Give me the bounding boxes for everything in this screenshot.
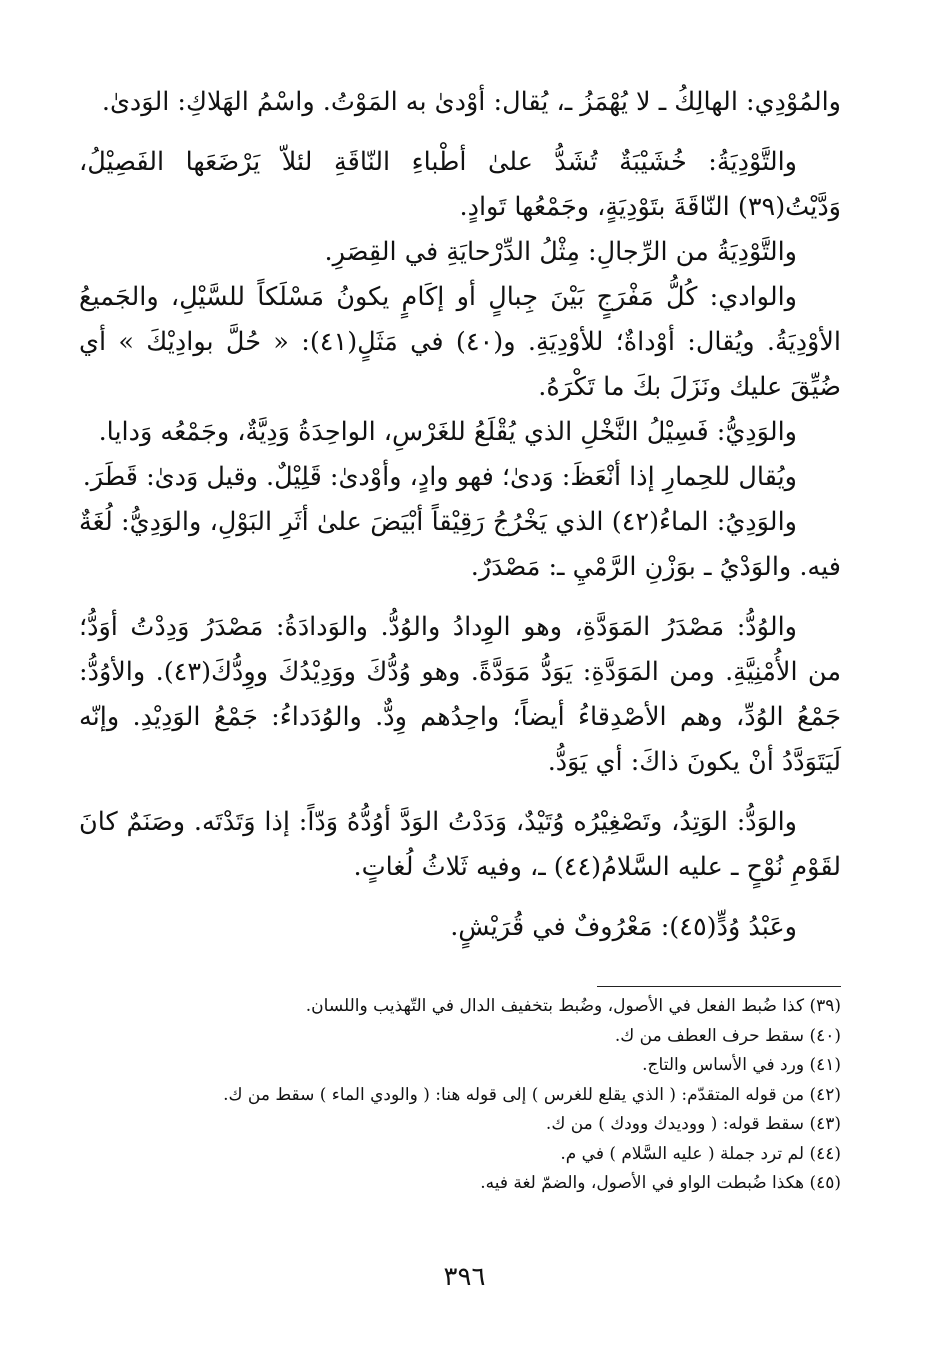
entry-alwadiy-nakhl: والوَدِيُّ: فَسِيْلُ النَّخْلِ الذي يُقْلَعُ للغَرْسِ، الواحِدَةُ وَدِيَّةٌ، وجَمْعُه وَدايا. <box>98 417 797 447</box>
entry-altawdiya: والتَّوْدِيَةُ: خُشَيْبَةٌ تُشَدُّ علىٰ أطْباءِ النّاقَةِ لئلاّ يَرْضَعَها الفَصِيْلُ، وَدَّيْتُ(٣٩) النّاقَةَ بتَوْدِيَةٍ، وجَمْعُها تَوادٍ. <box>79 147 841 222</box>
footnote-43: (٤٣) سقط قوله: ( ووديدك وودك ) من ك. <box>545 1114 841 1134</box>
footnote-39: (٣٩) كذا ضُبط الفعل في الأصول، وضُبط بتخفيف الدال في التّهذيب واللسان. <box>305 996 841 1016</box>
entry-altawdiya-rijal: والتَّوْدِيَةُ من الرِّجالِ: مِثْلُ الدِّرْحايَةِ في القِصَرِ. <box>324 237 797 267</box>
footnote-44: (٤٤) لم ترد جملة ( عليه السَّلام ) في م. <box>560 1143 841 1164</box>
entry-alwadi: والوادي: كُلُّ مَفْرَجٍ بَيْنَ جِبالٍ أو إكَامٍ يكونُ مَسْلَكاً للسَّيْلِ، والجَميعُ الأوْدِيَةُ. ويُقال: أوْداةٌ؛ للأوْدِيَةِ. و(٤٠) في مَثَلٍ(٤١): « حُلَّ بوادِيْكَ » أي ضُيِّقَ عليك ونَزَلَ بكَ ما تَكْرَهُ. <box>79 282 842 402</box>
entry-almudi: والمُوْدِي: الهالِكُ ـ لا يُهْمَزُ ـ، يُقال: أوْدىٰ به المَوْتُ. واسْمُ الهَلاكِ: الوَدىٰ. <box>101 87 841 117</box>
entry-alwudd: والوُدُّ: مَصْدَرُ المَوَدَّةِ، وهو الوِدادُ والوُدُّ. والوَدادَةُ: مَصْدَرُ وَدِدْتُ أوَدُّ؛ من الأُمْنِيَّةِ. ومن المَوَدَّةِ: يَوَدُّ مَوَدَّةً. وهو وُدُّكَ ووَدِيْدُكَ ووِدُّكَ(٤٣). والأوُدُّ: جَمْعُ الوُدِّ، وهم الأصْدِقاءُ أيضاً؛ واحِدُهم وِدٌّ. والوُدَداءُ: جَمْعُ الوَدِيْدِ. وإنّه لَيَتَوَدَّدُ أنْ يكونَ ذاكَ: أي يَوَدُّ. <box>79 612 841 777</box>
footnote-41: (٤١) ورد في الأساس والتاج. <box>642 1055 841 1075</box>
entry-wada-himar: ويُقال للحِمارِ إذا أنْعَظَ: وَدىٰ؛ فهو وادٍ، وأوْدىٰ: قَلِيْلٌ. وقيل وَدىٰ: قَطَرَ. <box>82 462 797 492</box>
footnote-divider <box>597 986 841 987</box>
footnote-40: (٤٠) سقط حرف العطف من ك. <box>614 1025 841 1046</box>
main-text <box>79 80 841 950</box>
footnotes <box>79 992 841 1199</box>
page-number: ٣٩٦ <box>443 1262 486 1292</box>
footnote-45: (٤٥) هكذا ضُبطت الواو في الأصول، والضمّ لغة فيه. <box>480 1173 841 1193</box>
entry-alwadd: والوَدُّ: الوَتِدُ، وتَصْغِيْرُه وُتَيْدٌ، وَدَدْتُ الوَدَّ أوُدُّهُ وَدّاً: إذا وَتَدْتَه. وصَنَمٌ كانَ لقَوْمِ نُوْحٍ ـ عليه السَّلامُ(٤٤) ـ، وفيه ثَلاثُ لُغاتٍ. <box>79 807 841 882</box>
footnote-42: (٤٢) من قوله المتقدّم: ( الذي يقلع للغرس ) إلى قوله هنا: ( والودي الماء ) سقط من ك. <box>223 1084 841 1105</box>
entry-alwadiy-maa: والوَدِيُ: الماءُ(٤٢) الذي يَخْرُجُ رَقِيْقاً أبْيَضَ علىٰ أثَرِ البَوْلِ، والوَدِيُّ: لُغَةٌ فيه. والوَدْيُ ـ بوَزْنِ الرَّمْيِ ـ: مَصْدَرٌ. <box>79 507 841 582</box>
entry-abd-wudd: وعَبْدُ وُدٍّ(٤٥): مَعْرُوفٌ في قُرَيْشٍ. <box>450 912 797 942</box>
